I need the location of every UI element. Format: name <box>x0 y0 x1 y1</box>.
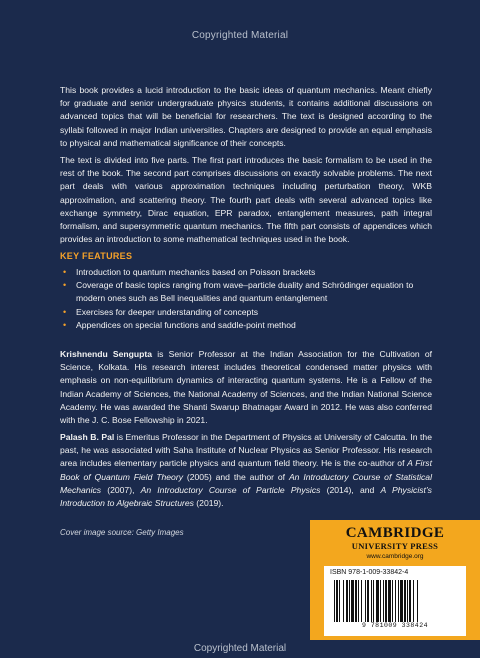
author-bio-1 <box>60 348 432 427</box>
author-bio-text: is Senior Professor at the Indian Association for the Cultivation of Science, Kolkata. His research interest includes theoretical condensed matter physics with emphasis on non-equilibrium dynamics of interacting quantum systems. He is a Fellow of the Indian Academy of Sciences, the National Academy of Sciences, and the Indian National Science Academy. He was awarded the Shanti Swarup Bhatnagar Award in 2012. He was also conferred with the J. C. Bose Fellowship in 2021. <box>60 349 432 426</box>
author-bio-2 <box>60 431 432 510</box>
key-features-heading: KEY FEATURES <box>60 251 133 261</box>
isbn-text: ISBN 978-1-009-33842-4 <box>330 569 409 576</box>
author-bio-text: (2005) and the author of <box>183 471 289 482</box>
book-title: An Introductory Course of Statistical Mechanics <box>60 471 432 495</box>
list-item <box>60 266 432 279</box>
bullet-icon: • <box>63 267 67 277</box>
bullet-icon: • <box>63 280 67 291</box>
feature-text: Exercises for deeper understanding of concepts <box>76 306 259 317</box>
watermark-bottom: Copyrighted Material <box>193 643 287 654</box>
author-bio-text: (2007), <box>101 484 141 495</box>
barcode-icon <box>334 580 456 622</box>
author-bio-text: (2014), and <box>320 484 381 495</box>
feature-text: Appendices on special functions and saddle-point method <box>76 319 296 330</box>
author-name: Krishnendu Sengupta <box>60 349 153 359</box>
publisher-subtitle: UNIVERSITY PRESS <box>351 541 439 551</box>
publisher-url: www.cambridge.org <box>366 553 424 560</box>
list-item <box>60 306 432 319</box>
author-bio-text: is Emeritus Professor in the Department of Physics at University of Calcutta. In the past, he was associated with Saha Institute of Nuclear Physics as Senior Professor. His research area includes elementary particle physics and quantum field theory. He is the co-author of <box>60 432 432 469</box>
list-item <box>60 319 432 332</box>
publisher-logo: CAMBRIDGE <box>345 525 445 541</box>
feature-text: Introduction to quantum mechanics based on Poisson brackets <box>76 267 316 277</box>
author-bio-text: (2019). <box>193 498 224 509</box>
bullet-icon: • <box>63 306 67 317</box>
intro-paragraph-1: This book provides a lucid introduction to the basic ideas of quantum mechanics. Meant chiefly for graduate and senior undergraduate physics students, it contains additional discussions on advanced topics that will be beneficial for researchers. The text is designed according to the syllabi followed in major Indian universities. Chapters are designed to provide an equal emphasis to physical and mathematical significance of their concepts. <box>60 85 432 148</box>
publisher-panel <box>310 520 480 640</box>
cover-image-credit: Cover image source: Getty Images <box>60 528 184 537</box>
intro-paragraph-2: The text is divided into five parts. The first part introduces the basic formalism to be used in the rest of the book. The second part comprises discussions on exactly solvable problems. The next part deals with various approximation techniques including perturbation theory, WKB approximation, and scattering theory. The fourth part deals with several advanced topics like exchange symmetry, Dirac equation, EPR paradox, entanglement measures, path integral formalism, and supersymmetric quantum mechanics. The fifth part consists of appendices which provides an introduction to some mathematical techniques used in the book. <box>60 155 432 245</box>
bullet-icon: • <box>63 319 67 330</box>
author-name: Palash B. Pal <box>60 432 115 442</box>
book-title: A First Book of Quantum Field Theory <box>60 458 432 482</box>
book-title: A Physicist’s Introduction to Algebraic Structures <box>60 484 432 509</box>
list-item <box>60 279 432 305</box>
barcode-panel <box>324 566 466 636</box>
key-features-list <box>60 266 432 332</box>
feature-text: Coverage of basic topics ranging from wave–particle duality and Schrödinger equation to modern ones such as Bell inequalities and quantum entanglement <box>76 280 414 304</box>
barcode-digits: 9 781009 338424 <box>361 622 428 629</box>
book-title: An Introductory Course of Particle Physics <box>140 484 321 495</box>
watermark-top: Copyrighted Material <box>191 30 289 41</box>
